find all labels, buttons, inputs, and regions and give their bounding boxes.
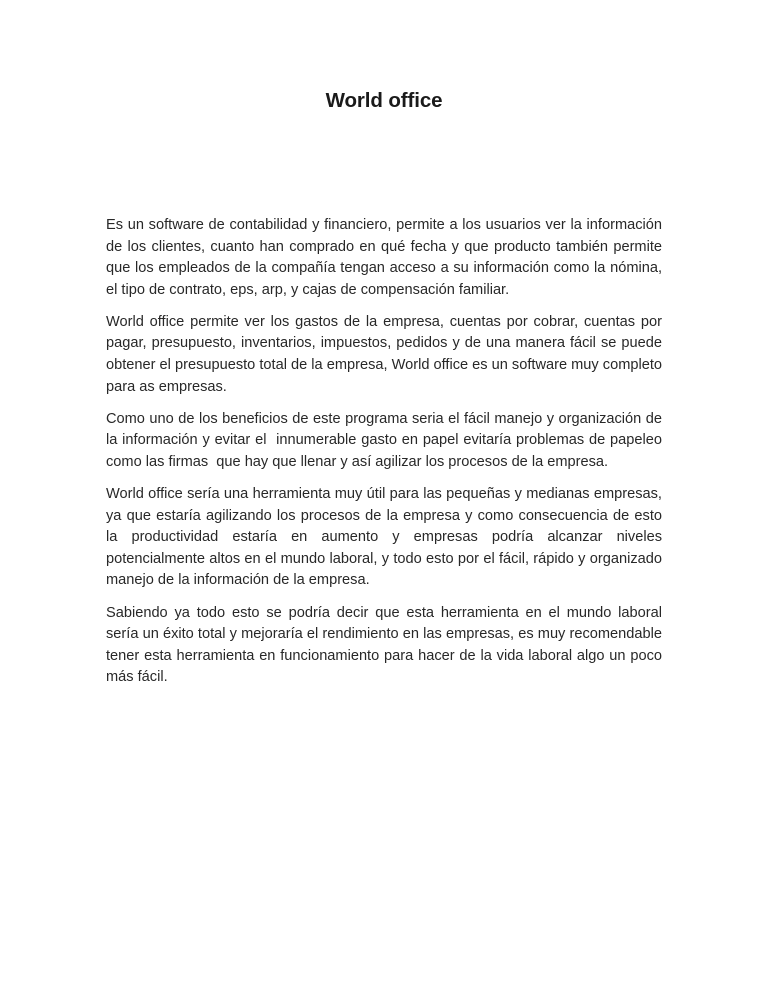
- paragraph-benefits: Como uno de los beneficios de este programa seria el fácil manejo y organización de la información y evitar el innumerable gasto en papel evitaría problemas de papeleo como las firmas que hay que llenar y así agilizar los procesos de la empresa.: [106, 410, 667, 470]
- paragraph-features: World office permite ver los gastos de la empresa, cuentas por cobrar, cuentas por pagar, presupuesto, inventarios, impuestos, pedidos y de una manera fácil se puede obtener el presupuesto total de la empresa, World office es un software muy completo para as empresas.: [106, 313, 667, 395]
- paragraph-intro: Es un software de contabilidad y financiero, permite a los usuarios ver la información de los clientes, cuanto han comprado en qué fecha y que producto también permite que los empleados de la compañía tengan acceso a su información como la nómina, el tipo de contrato, eps, arp, y cajas de compensación familiar.: [106, 217, 667, 298]
- paragraph-conclusion: Sabiendo ya todo esto se podría decir que esta herramienta en el mundo laboral sería un éxito total y mejoraría el rendimiento en las empresas, es muy recomendable tener esta herramienta en funcionamiento para hacer de la vida laboral algo un poco más fácil.: [106, 604, 667, 686]
- paragraph-smes: World office sería una herramienta muy útil para las pequeñas y medianas empresas, ya que estaría agilizando los procesos de la empresa y como consecuencia de esto la productividad estaría en aumento y empresas podría alcanzar niveles potencialmente altos en el mundo laboral, y todo esto por el fácil, rápido y organizado manejo de la información de la empresa.: [106, 486, 667, 589]
- page-title: World office: [325, 89, 443, 112]
- document-body: [106, 215, 667, 689]
